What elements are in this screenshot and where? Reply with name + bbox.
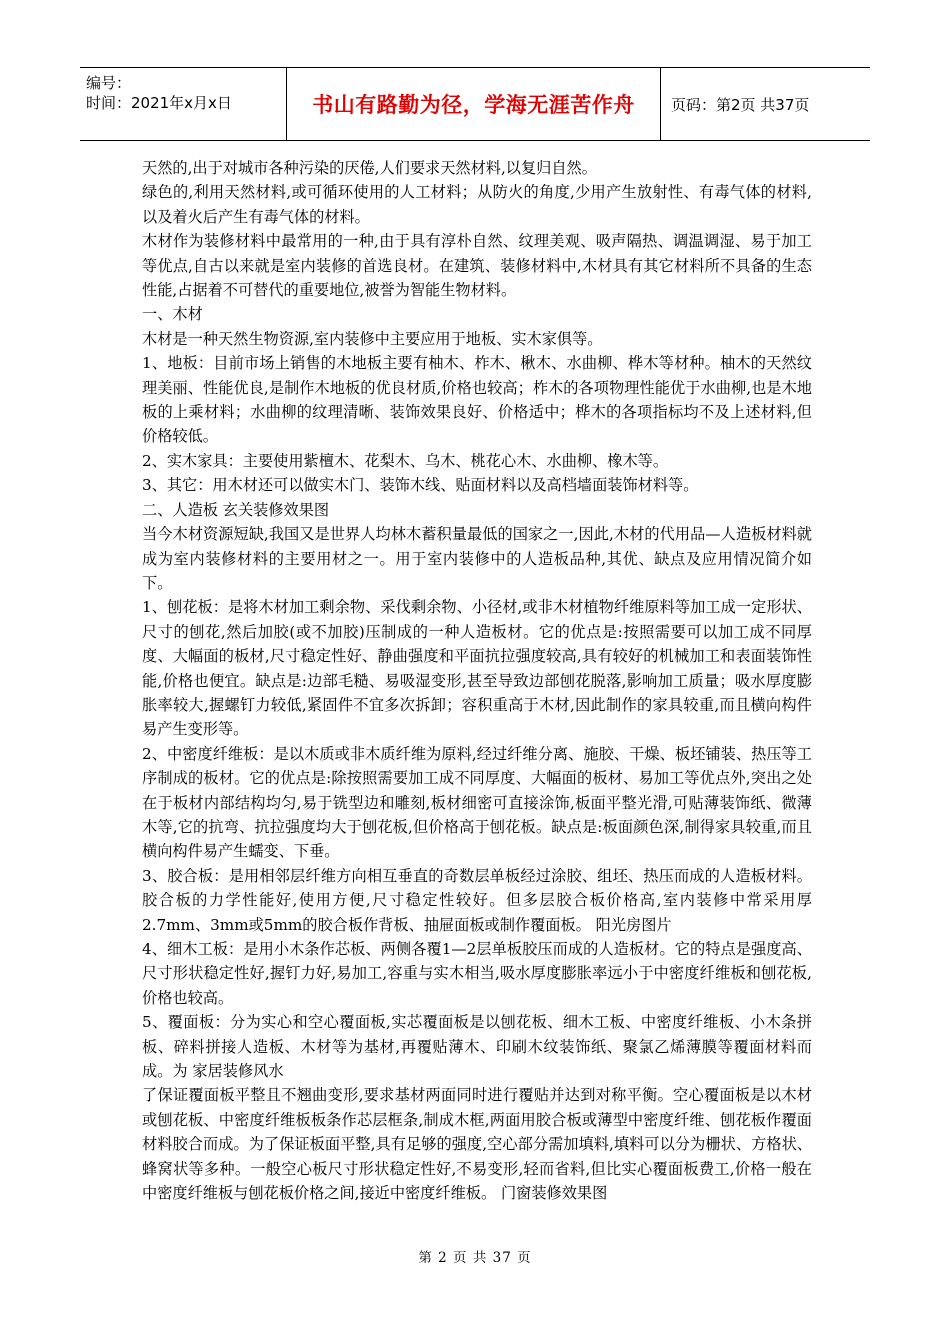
paragraph: 5、覆面板：分为实心和空心覆面板,实芯覆面板是以刨花板、细木工板、中密度纤维板、小木条拼板、碎料拼接人造板、木材等为基材,再覆贴薄木、印刷木纹装饰纸、聚氯乙烯薄膜等覆面材料而成。为 家居装修风水 — [142, 1013, 812, 1081]
paragraph: 1、地板：目前市场上销售的木地板主要有柚木、柞木、楸木、水曲柳、桦木等材种。柚木的天然纹理美丽、性能优良,是制作木地板的优良材质,价格也较高；柞木的各项物理性能优于水曲柳,也是木地板的上乘材料；水曲柳的纹理清晰、装饰效果良好、价格适中；桦木的各项指标均不及上述材料,但价格较低。 — [142, 354, 812, 446]
paragraph: 了保证覆面板平整且不翘曲变形,要求基材两面同时进行覆贴并达到对称平衡。空心覆面板是以木材或刨花板、中密度纤维板板条作芯层框条,制成木框,两面用胶合板或薄型中密度纤维、刨花板作覆面材料胶合而成。为了保证板面平整,具有足够的强度,空心部分需加填料,填料可以分为栅状、方格状、蜂窝状等多种。一般空心板尺寸形状稳定性好,不易变形,轻而省料,但比实心覆面板费工,价格一般在中密度纤维板与刨花板价格之间,接近中密度纤维板。 门窗装修效果图 — [142, 1086, 812, 1203]
paragraph: 3、其它：用木材还可以做实木门、装饰木线、贴面材料以及高档墙面装饰材料等。 — [142, 476, 699, 495]
paragraph: 3、胶合板：是用相邻层纤维方向相互垂直的奇数层单板经过涂胶、组坯、热压而成的人造板材料。胶合板的力学性能好,使用方便,尺寸稳定性较好。但多层胶合板价格高,室内装修中常采用厚2.7mm、3mm或5mm的胶合板作背板、抽屉面板或制作覆面板。 阳光房图片 — [142, 866, 812, 934]
paragraph: 2、实木家具：主要使用紫檀木、花梨木、乌木、桃花心木、水曲柳、橡木等。 — [142, 451, 669, 470]
document-body — [142, 156, 812, 1205]
paragraph: 天然的,出于对城市各种污染的厌倦,人们要求天然材料,以复归自然。 — [142, 159, 597, 177]
paragraph: 绿色的,利用天然材料,或可循环使用的人工材料；从防火的角度,少用产生放射性、有毒气体的材料,以及着火后产生有毒气体的材料。 — [142, 183, 812, 226]
paragraph: 木材是一种天然生物资源,室内装修中主要应用于地板、实木家俱等。 — [142, 329, 603, 348]
paragraph: 1、刨花板：是将木材加工剩余物、采伐剩余物、小径材,或非木材植物纤维原料等加工成一定形状、尺寸的刨花,然后加胶(或不加胶)压制成的一种人造板材。它的优点是:按照需要可以加工成不同厚度、大幅面的板材,尺寸稳定性好、静曲强度和平面抗拉强度较高,具有较好的机械加工和表面装饰性能,价格也便宜。缺点是:边部毛糙、易吸湿变形,甚至导致边部刨花脱落,影响加工质量；吸水厚度膨胀率较大,握螺钉力较低,紧固件不宜多次拆卸；容积重高于木材,因此制作的家具较重,而且横向构件易产生变形等。 — [142, 598, 812, 739]
page-footer: 第 2 页 共 37 页 — [418, 1250, 532, 1266]
section-heading: 二、人造板 玄关装修效果图 — [142, 500, 330, 519]
paragraph: 木材作为装修材料中最常用的一种,由于具有淳朴自然、纹理美观、吸声隔热、调温调湿、易于加工等优点,自古以来就是室内装修的首选良材。在建筑、装修材料中,木材具有其它材料所不具备的生态性能,占据着不可替代的重要地位,被誉为智能生物材料。 — [142, 232, 812, 300]
paragraph: 4、细木工板：是用小木条作芯板、两侧各覆1—2层单板胶压而成的人造板材。它的特点是强度高、尺寸形状稳定性好,握钉力好,易加工,容重与实木相当,吸水厚度膨胀率远小于中密度纤维板和刨花板,价格也较高。 — [142, 940, 812, 1007]
header-page-info: 页码：第2页 共37页 — [671, 95, 810, 114]
paragraph: 当今木材资源短缺,我国又是世界人均林木蓄积量最低的国家之一,因此,木材的代用品—人造板材料就成为室内装修材料的主要用材之一。用于室内装修中的人造板品种,其优、缺点及应用情况简介如下。 — [142, 525, 812, 592]
serial-label: 编号： — [86, 74, 132, 92]
header-meta — [80, 68, 286, 140]
date-line: 时间：2021年x月x日 — [86, 94, 232, 112]
header-motto: 书山有路勤为径，学海无涯苦作舟 — [286, 68, 661, 140]
paragraph: 2、中密度纤维板：是以木质或非木质纤维为原料,经过纤维分离、施胶、干燥、板坯铺装、热压等工序制成的板材。它的优点是:除按照需要加工成不同厚度、大幅面的板材、易加工等优点外,突出之处在于板材内部结构均匀,易于铣型边和雕刻,板材细密可直接涂饰,板面平整光滑,可贴薄装饰纸、微薄木等,它的抗弯、抗拉强度均大于刨花板,但价格高于刨花板。缺点是:板面颜色深,制得家具较重,而且横向构件易产生蠕变、下垂。 — [142, 744, 812, 861]
page-header — [80, 67, 870, 141]
section-heading: 一、木材 — [142, 305, 203, 324]
